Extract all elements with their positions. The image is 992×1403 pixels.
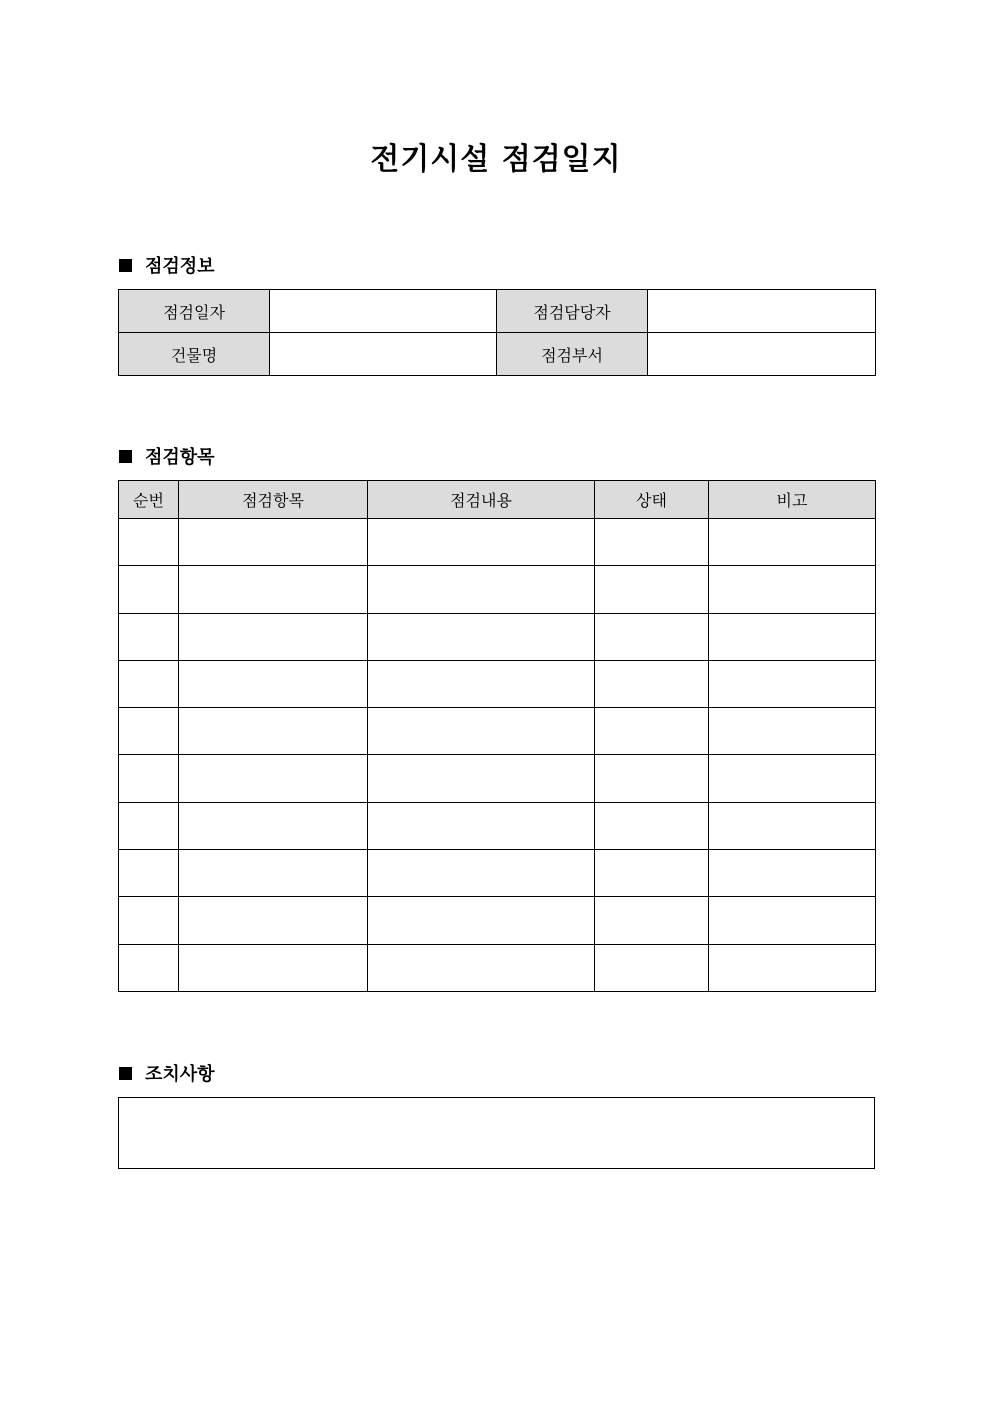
inspection-info-table xyxy=(118,289,876,376)
cell-number[interactable] xyxy=(119,802,179,849)
table-row xyxy=(119,897,876,944)
cell-remarks[interactable] xyxy=(709,660,876,707)
cell-content[interactable] xyxy=(368,566,595,613)
table-row xyxy=(119,708,876,755)
table-row xyxy=(119,850,876,897)
cell-remarks[interactable] xyxy=(709,897,876,944)
table-header-row xyxy=(119,481,876,519)
cell-remarks[interactable] xyxy=(709,519,876,566)
inspection-date-field[interactable] xyxy=(270,290,497,333)
cell-remarks[interactable] xyxy=(709,944,876,991)
cell-content[interactable] xyxy=(368,708,595,755)
square-bullet-icon xyxy=(119,1067,132,1080)
cell-item[interactable] xyxy=(179,566,368,613)
column-header-content: 점검내용 xyxy=(368,481,595,519)
column-header-remarks: 비고 xyxy=(709,481,876,519)
cell-content[interactable] xyxy=(368,613,595,660)
table-row xyxy=(119,802,876,849)
cell-status[interactable] xyxy=(595,708,709,755)
table-row xyxy=(119,333,876,376)
cell-status[interactable] xyxy=(595,944,709,991)
cell-content[interactable] xyxy=(368,897,595,944)
section-heading-label: 조치사항 xyxy=(145,1064,215,1085)
cell-number[interactable] xyxy=(119,850,179,897)
cell-item[interactable] xyxy=(179,944,368,991)
square-bullet-icon xyxy=(119,259,132,272)
cell-remarks[interactable] xyxy=(709,613,876,660)
cell-status[interactable] xyxy=(595,755,709,802)
cell-item[interactable] xyxy=(179,850,368,897)
cell-content[interactable] xyxy=(368,519,595,566)
column-header-number: 순번 xyxy=(119,481,179,519)
cell-remarks[interactable] xyxy=(709,802,876,849)
table-row xyxy=(119,660,876,707)
inspector-label: 점검담당자 xyxy=(497,290,648,333)
cell-number[interactable] xyxy=(119,755,179,802)
cell-content[interactable] xyxy=(368,660,595,707)
section-heading-actions xyxy=(119,1061,215,1085)
cell-number[interactable] xyxy=(119,519,179,566)
cell-item[interactable] xyxy=(179,660,368,707)
column-header-status: 상태 xyxy=(595,481,709,519)
column-header-item: 점검항목 xyxy=(179,481,368,519)
cell-remarks[interactable] xyxy=(709,566,876,613)
cell-status[interactable] xyxy=(595,660,709,707)
section-heading-label: 점검정보 xyxy=(145,256,215,277)
inspection-department-label: 점검부서 xyxy=(497,333,648,376)
section-heading-inspection-items xyxy=(119,444,215,468)
cell-number[interactable] xyxy=(119,897,179,944)
cell-status[interactable] xyxy=(595,802,709,849)
cell-content[interactable] xyxy=(368,802,595,849)
section-heading-label: 점검항목 xyxy=(145,447,215,468)
section-heading-inspection-info xyxy=(119,253,215,277)
page-title: 전기시설 점검일지 xyxy=(370,142,622,177)
cell-item[interactable] xyxy=(179,802,368,849)
building-name-field[interactable] xyxy=(270,333,497,376)
cell-number[interactable] xyxy=(119,566,179,613)
building-name-label: 건물명 xyxy=(119,333,270,376)
cell-item[interactable] xyxy=(179,755,368,802)
cell-item[interactable] xyxy=(179,613,368,660)
inspection-items-table xyxy=(118,480,876,992)
cell-status[interactable] xyxy=(595,566,709,613)
cell-number[interactable] xyxy=(119,708,179,755)
table-row xyxy=(119,519,876,566)
inspector-field[interactable] xyxy=(648,290,876,333)
cell-item[interactable] xyxy=(179,897,368,944)
square-bullet-icon xyxy=(119,450,132,463)
cell-status[interactable] xyxy=(595,519,709,566)
cell-status[interactable] xyxy=(595,850,709,897)
cell-item[interactable] xyxy=(179,519,368,566)
cell-status[interactable] xyxy=(595,613,709,660)
table-row xyxy=(119,566,876,613)
cell-content[interactable] xyxy=(368,944,595,991)
action-notes-field[interactable] xyxy=(118,1097,875,1169)
cell-number[interactable] xyxy=(119,944,179,991)
cell-remarks[interactable] xyxy=(709,755,876,802)
cell-content[interactable] xyxy=(368,755,595,802)
cell-number[interactable] xyxy=(119,613,179,660)
table-row xyxy=(119,290,876,333)
inspection-items-body xyxy=(119,519,876,992)
cell-remarks[interactable] xyxy=(709,708,876,755)
table-row xyxy=(119,944,876,991)
inspection-date-label: 점검일자 xyxy=(119,290,270,333)
cell-number[interactable] xyxy=(119,660,179,707)
cell-remarks[interactable] xyxy=(709,850,876,897)
table-row xyxy=(119,613,876,660)
table-row xyxy=(119,755,876,802)
cell-status[interactable] xyxy=(595,897,709,944)
inspection-department-field[interactable] xyxy=(648,333,876,376)
cell-content[interactable] xyxy=(368,850,595,897)
cell-item[interactable] xyxy=(179,708,368,755)
